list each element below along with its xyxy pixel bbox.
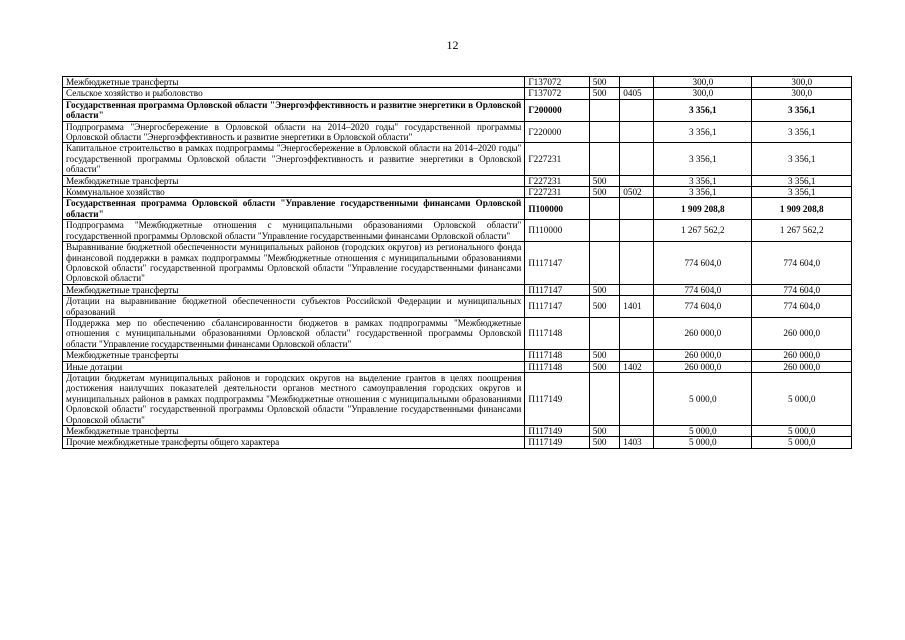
- table-row: [63, 99, 852, 121]
- row-section-cell: [620, 242, 654, 285]
- table-row: [63, 361, 852, 372]
- row-section-cell: [620, 426, 654, 437]
- row-name-cell: Прочие межбюджетные трансферты общего характера: [63, 437, 525, 448]
- row-amount-1-cell: 5 000,0: [654, 437, 752, 448]
- row-section-cell: [620, 317, 654, 349]
- row-expense-type-cell: 500: [589, 284, 620, 295]
- row-expense-type-cell: [589, 121, 620, 143]
- row-code-cell: П110000: [525, 220, 589, 242]
- page-number: 12: [446, 38, 459, 52]
- row-section-cell: [620, 121, 654, 143]
- row-amount-2-cell: 5 000,0: [752, 372, 852, 425]
- table-row: [63, 77, 852, 88]
- row-amount-1-cell: 1 267 562,2: [654, 220, 752, 242]
- row-expense-type-cell: [589, 372, 620, 425]
- row-section-cell: [620, 284, 654, 295]
- row-section-cell: 1403: [620, 437, 654, 448]
- row-amount-1-cell: 1 909 208,8: [654, 198, 752, 220]
- table-row: [63, 175, 852, 186]
- row-code-cell: Г227231: [525, 187, 589, 198]
- row-section-cell: 1402: [620, 361, 654, 372]
- table-row: [63, 426, 852, 437]
- table-row: [63, 437, 852, 448]
- row-amount-1-cell: 3 356,1: [654, 99, 752, 121]
- table-row: [63, 88, 852, 99]
- table-row: [63, 187, 852, 198]
- row-amount-2-cell: 1 267 562,2: [752, 220, 852, 242]
- row-amount-1-cell: 774 604,0: [654, 242, 752, 285]
- row-name-cell: Межбюджетные трансферты: [63, 175, 525, 186]
- row-expense-type-cell: [589, 317, 620, 349]
- row-amount-1-cell: 260 000,0: [654, 350, 752, 361]
- row-amount-2-cell: 5 000,0: [752, 426, 852, 437]
- row-code-cell: П117149: [525, 372, 589, 425]
- table-row: [63, 372, 852, 425]
- row-expense-type-cell: 500: [589, 350, 620, 361]
- row-expense-type-cell: [589, 220, 620, 242]
- row-section-cell: [620, 350, 654, 361]
- row-amount-1-cell: 3 356,1: [654, 175, 752, 186]
- row-section-cell: [620, 77, 654, 88]
- row-amount-2-cell: 3 356,1: [752, 121, 852, 143]
- row-code-cell: Г227231: [525, 175, 589, 186]
- row-expense-type-cell: 500: [589, 361, 620, 372]
- row-name-cell: Дотации бюджетам муниципальных районов и городских округов на выделение грантов в целях поощрения достижения наилучших показателей деятельности органов местного самоуправления городских округов и муниципальных районов в рамках подпрограммы "Межбюджетные отношения с муниципальными образованиями Орловской области" государственной программы Орловской области "Управление государственными финансами Орловской области": [63, 372, 525, 425]
- budget-table-body: [63, 77, 852, 449]
- table-row: [63, 350, 852, 361]
- row-expense-type-cell: 500: [589, 296, 620, 318]
- row-section-cell: [620, 99, 654, 121]
- row-code-cell: П117147: [525, 296, 589, 318]
- row-amount-2-cell: 260 000,0: [752, 317, 852, 349]
- row-expense-type-cell: [589, 242, 620, 285]
- row-expense-type-cell: 500: [589, 88, 620, 99]
- row-amount-2-cell: 300,0: [752, 88, 852, 99]
- row-expense-type-cell: 500: [589, 426, 620, 437]
- row-name-cell: Коммунальное хозяйство: [63, 187, 525, 198]
- row-amount-1-cell: 3 356,1: [654, 143, 752, 175]
- table-row: [63, 143, 852, 175]
- table-row: [63, 121, 852, 143]
- row-amount-1-cell: 300,0: [654, 88, 752, 99]
- row-code-cell: П117148: [525, 317, 589, 349]
- row-code-cell: П117149: [525, 437, 589, 448]
- row-code-cell: Г200000: [525, 99, 589, 121]
- row-name-cell: Подпрограмма "Межбюджетные отношения с муниципальными образованиями Орловской области" государственной программы Орловской области "Управление государственными финансами Орловской области": [63, 220, 525, 242]
- row-expense-type-cell: 500: [589, 175, 620, 186]
- row-amount-1-cell: 774 604,0: [654, 284, 752, 295]
- row-amount-1-cell: 774 604,0: [654, 296, 752, 318]
- row-code-cell: П117148: [525, 361, 589, 372]
- row-name-cell: Поддержка мер по обеспечению сбалансированности бюджетов в рамках подпрограммы "Межбюджетные отношения с муниципальными образованиями Орловской области" государственной программы Орловской области "Управление государственными финансами Орловской области": [63, 317, 525, 349]
- row-section-cell: [620, 143, 654, 175]
- row-expense-type-cell: 500: [589, 77, 620, 88]
- row-name-cell: Межбюджетные трансферты: [63, 284, 525, 295]
- row-amount-2-cell: 5 000,0: [752, 437, 852, 448]
- row-expense-type-cell: [589, 99, 620, 121]
- row-name-cell: Межбюджетные трансферты: [63, 350, 525, 361]
- row-section-cell: [620, 372, 654, 425]
- row-code-cell: П117148: [525, 350, 589, 361]
- row-section-cell: [620, 198, 654, 220]
- row-amount-2-cell: 300,0: [752, 77, 852, 88]
- row-code-cell: Г220000: [525, 121, 589, 143]
- row-amount-1-cell: 5 000,0: [654, 372, 752, 425]
- row-amount-1-cell: 3 356,1: [654, 121, 752, 143]
- row-name-cell: Выравнивание бюджетной обеспеченности муниципальных районов (городских округов) из регионального фонда финансовой поддержки в рамках подпрограммы "Межбюджетные отношения с муниципальными образованиями Орловской области" государственной программы Орловской области "Управление государственными финансами Орловской области": [63, 242, 525, 285]
- row-amount-2-cell: 1 909 208,8: [752, 198, 852, 220]
- table-row: [63, 198, 852, 220]
- table-row: [63, 296, 852, 318]
- row-amount-1-cell: 5 000,0: [654, 426, 752, 437]
- budget-table: [62, 76, 852, 449]
- row-amount-2-cell: 774 604,0: [752, 296, 852, 318]
- row-amount-2-cell: 774 604,0: [752, 242, 852, 285]
- row-expense-type-cell: [589, 143, 620, 175]
- row-code-cell: Г137072: [525, 77, 589, 88]
- row-code-cell: П100000: [525, 198, 589, 220]
- row-amount-2-cell: 3 356,1: [752, 187, 852, 198]
- table-row: [63, 220, 852, 242]
- row-section-cell: [620, 220, 654, 242]
- table-row: [63, 317, 852, 349]
- row-name-cell: Межбюджетные трансферты: [63, 77, 525, 88]
- row-name-cell: Межбюджетные трансферты: [63, 426, 525, 437]
- row-code-cell: П117147: [525, 242, 589, 285]
- row-expense-type-cell: 500: [589, 437, 620, 448]
- row-amount-2-cell: 3 356,1: [752, 99, 852, 121]
- row-name-cell: Капитальное строительство в рамках подпрограммы "Энергосбережение в Орловской области на 2014–2020 годы" государственной программы Орловской области "Энергоэффективность и развитие энергетики в Орловской области": [63, 143, 525, 175]
- row-amount-2-cell: 3 356,1: [752, 175, 852, 186]
- row-section-cell: 0405: [620, 88, 654, 99]
- row-name-cell: Государственная программа Орловской области "Энергоэффективность и развитие энергетики в Орловской области": [63, 99, 525, 121]
- row-code-cell: П117149: [525, 426, 589, 437]
- row-amount-2-cell: 260 000,0: [752, 350, 852, 361]
- row-code-cell: П117147: [525, 284, 589, 295]
- row-expense-type-cell: [589, 198, 620, 220]
- row-section-cell: [620, 175, 654, 186]
- row-name-cell: Подпрограмма "Энергосбережение в Орловской области на 2014–2020 годы" государственной программы Орловской области "Энергоэффективность и развитие энергетики в Орловской области": [63, 121, 525, 143]
- row-name-cell: Государственная программа Орловской области "Управление государственными финансами Орловской области": [63, 198, 525, 220]
- table-row: [63, 284, 852, 295]
- row-code-cell: Г227231: [525, 143, 589, 175]
- row-amount-2-cell: 774 604,0: [752, 284, 852, 295]
- row-amount-2-cell: 260 000,0: [752, 361, 852, 372]
- row-expense-type-cell: 500: [589, 187, 620, 198]
- row-code-cell: Г137072: [525, 88, 589, 99]
- table-row: [63, 242, 852, 285]
- row-amount-1-cell: 260 000,0: [654, 317, 752, 349]
- row-section-cell: 0502: [620, 187, 654, 198]
- row-amount-1-cell: 260 000,0: [654, 361, 752, 372]
- row-section-cell: 1401: [620, 296, 654, 318]
- row-name-cell: Дотации на выравнивание бюджетной обеспеченности субъектов Российской Федерации и муниципальных образований: [63, 296, 525, 318]
- row-name-cell: Сельское хозяйство и рыболовство: [63, 88, 525, 99]
- row-amount-1-cell: 300,0: [654, 77, 752, 88]
- row-amount-1-cell: 3 356,1: [654, 187, 752, 198]
- row-name-cell: Иные дотации: [63, 361, 525, 372]
- row-amount-2-cell: 3 356,1: [752, 143, 852, 175]
